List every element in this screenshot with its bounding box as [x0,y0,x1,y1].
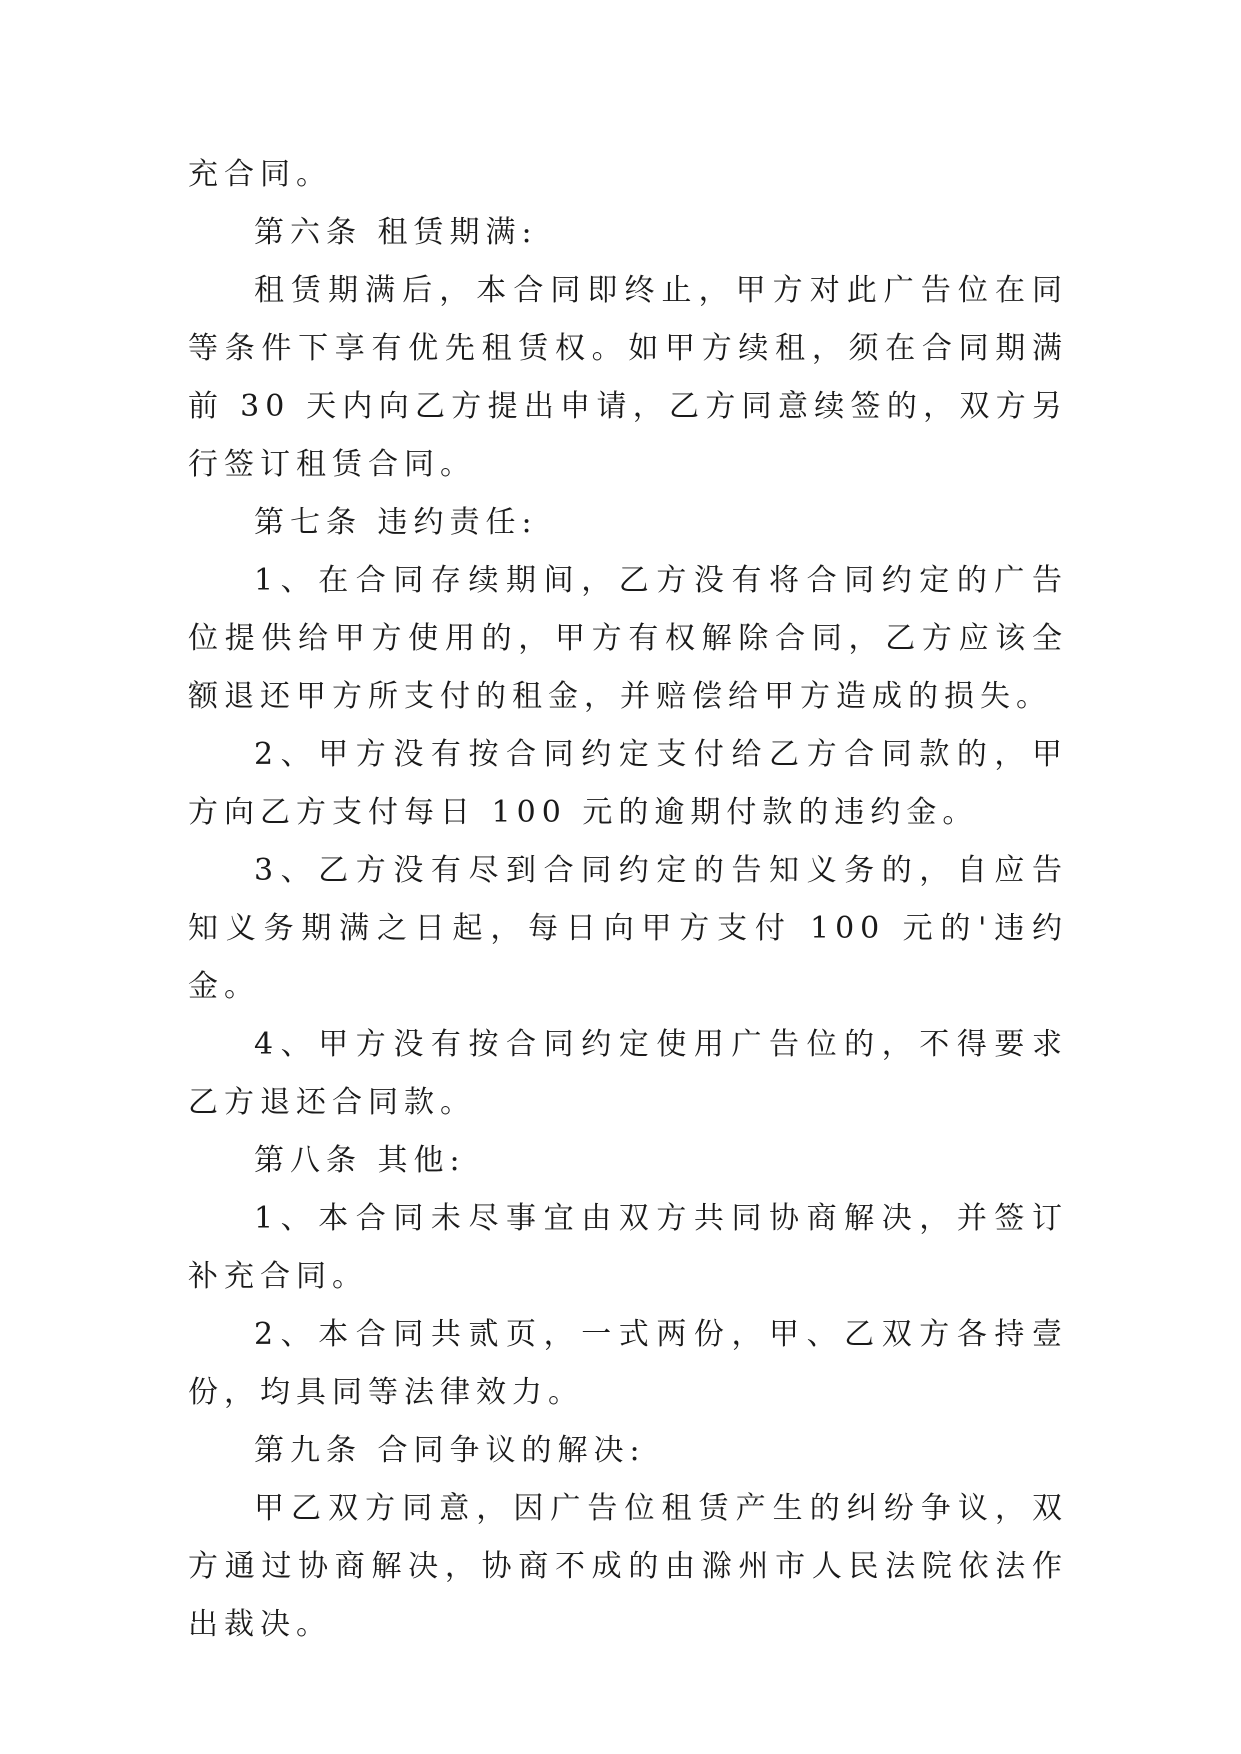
article-7-clause-2: 2、甲方没有按合同约定支付给乙方合同款的，甲方向乙方支付每日 100 元的逾期付款的违约金。 [188,737,1068,830]
article-6-body: 租赁期满后，本合同即终止，甲方对此广告位在同等条件下享有优先租赁权。如甲方续租，须在合同期满前 30 天内向乙方提出申请，乙方同意续签的，双方另行签订租赁合同。 [188,273,1068,482]
article-8-heading: 第八条 其他: [254,1143,466,1178]
article-7-clause-1: 1、在合同存续期间，乙方没有将合同约定的广告位提供给甲方使用的，甲方有权解除合同，乙方应该全额退还甲方所支付的租金，并赔偿给甲方造成的损失。 [188,563,1068,714]
article-8-clause-1: 1、本合同未尽事宜由双方共同协商解决，并签订补充合同。 [188,1201,1068,1294]
article-8-clause-2: 2、本合同共贰页，一式两份，甲、乙双方各持壹份，均具同等法律效力。 [188,1317,1068,1410]
paragraph-continuation: 充合同。 [188,157,332,192]
document-body [188,146,1068,1654]
article-6-heading: 第六条 租赁期满: [254,215,538,250]
article-7-clause-4: 4、甲方没有按合同约定使用广告位的，不得要求乙方退还合同款。 [188,1027,1068,1120]
article-9-heading: 第九条 合同争议的解决: [254,1433,646,1468]
article-9-body: 甲乙双方同意，因广告位租赁产生的纠纷争议，双方通过协商解决，协商不成的由滁州市人民法院依法作出裁决。 [188,1491,1068,1642]
article-7-clause-3: 3、乙方没有尽到合同约定的告知义务的，自应告知义务期满之日起，每日向甲方支付 100 元的'违约金。 [188,853,1068,1004]
article-7-heading: 第七条 违约责任: [254,505,538,540]
